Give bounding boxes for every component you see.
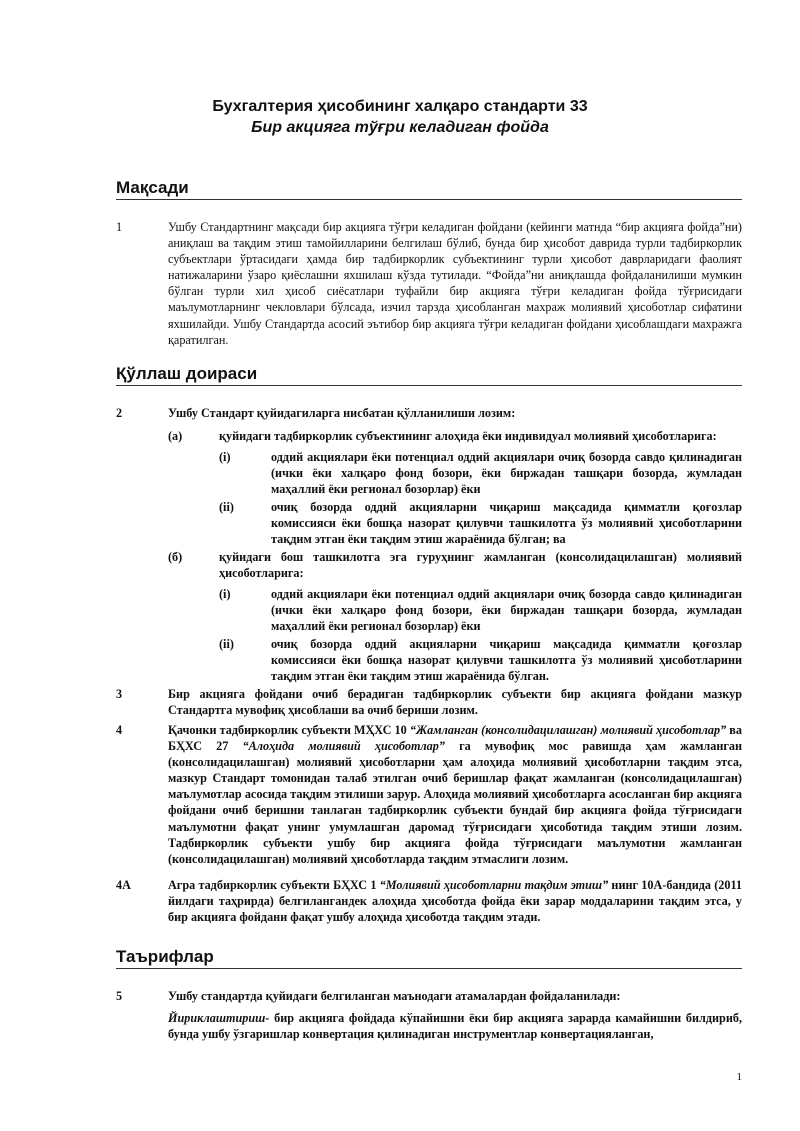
document-title (0, 96, 800, 138)
paragraph-number: 3 (116, 687, 123, 701)
item-a-ii-text: очиқ бозорда оддий акцияларни чиқариш мақсадида қимматли қоғозлар комиссияси ёки бошқа назорат қилувчи ташкилотга ўз молиявий ҳисоботларини тақдим этган ёки тақдим этиш жараёнида бўлган; ва (271, 500, 742, 547)
subitem-label: (i) (219, 587, 231, 601)
item-b-ii-text: очиқ бозорда оддий акцияларни чиқариш мақсадида қимматли қоғозлар комиссияси ёки бошқа назорат қилувчи ташкилотга ўз молиявий ҳисоботларини тақдим этган ёки тақдим этиш жараёнида бўлган. (271, 637, 742, 684)
title-line-2: Бир акцияга тўғри келадиган фойда (251, 119, 549, 136)
paragraph-4-part-5: га мувофиқ мос равишда ҳам жамланган (консолидацилашган) молиявий ҳисоботларни ҳам алоҳида молиявий ҳисоботларни тақдим этса, мазкур Стандарт томонидан талаб этилган очиб беришлар фақат жамланган (консолидацилашган) маълумотлар асосида тақдим этилиши зарур. Алоҳида молиявий ҳисоботларга асосланган бир акцияга фойдани очиб беришни танлаган тадбиркорлик субъекти бундай бир акцияга фойда тўғрисидаги маълумотни фақат унинг умумлашган даромад тўғрисидаги ҳисоботида тақдим этиши лозим. Тадбиркорлик субъекти ушбу бир акцияга фойда тўғрисидаги маълумотни жамланган (консолидацилашган) молиявий ҳисоботларда тақдим этмаслиги лозим. (168, 739, 743, 866)
paragraph-number: 4 (116, 723, 123, 737)
paragraph-number: 2 (116, 406, 123, 420)
subitem-label: (ii) (219, 500, 234, 514)
paragraph-4a-part-3: нинг 10А-бандида (2011 йилдаги таҳрирда) белгилангандек алоҳида ҳисоботда фойда ёки зарар моддаларини тақдим этса, у бир акцияга фойдани фақат ушбу алоҳида ҳисоботда тақдим этади. (168, 878, 742, 925)
paragraph-4a-part-1: Агра тадбиркорлик субъекти БҲХС 1 (168, 878, 380, 892)
item-a-text: қуйидаги тадбиркорлик субъектининг алоҳида ёки индивидуал молиявий ҳисоботларига: (219, 429, 717, 443)
page-number: 1 (736, 1071, 742, 1083)
item-b-text: қуйидаги бош ташкилотга эга гуруҳнинг жамланган (консолидацилашган) молиявий ҳисоботларига: (219, 550, 742, 581)
subitem-label: (ii) (219, 637, 234, 651)
section-scope: Қўллаш доираси (116, 364, 742, 386)
item-a-i-text: оддий акциялари ёки потенциал оддий акциялари очиқ бозорда савдо қилинадиган (ички ёки халқаро фонд бозори, ёки биржадан ташқари бозорда, жумладан маҳаллий ёки регионал бозорлар) ёки (271, 450, 742, 497)
paragraph-number: 1 (116, 220, 123, 234)
paragraph-4-ref-ifrs10: “Жамланган (консолидацилашган) молиявий ҳисоботлар” (409, 723, 727, 737)
paragraph-3: Бир акцияга фойдани очиб берадиган тадбиркорлик субъекти бир акцияга фойдани мазкур Стандартга мувофиқ ҳисоблаши ва очиб бериши лозим. (168, 687, 742, 718)
title-line-1: Бухгалтерия ҳисобининг халқаро стандарти 33 (212, 98, 588, 115)
paragraph-4a-ref-ias1: “Молиявий ҳисоботларни тақдим этиш” (379, 878, 609, 892)
section-objective: Мақсади (116, 178, 742, 200)
paragraph-4-part-3: ва БҲХС 27 (168, 723, 742, 754)
definition-text: бир акцияга фойдада кўпайишни ёки бир акцияга зарарда камайишни билдириб, бунда ушбу ўзгаришлар конвертация қилинадиган инструментлар конвертацияланган, (168, 1011, 742, 1042)
section-definitions: Таърифлар (116, 947, 742, 969)
subitem-label: (i) (219, 450, 231, 464)
paragraph-number: 5 (116, 989, 123, 1003)
paragraph-4-ref-ias27: “Алоҳида молиявий ҳисоботлар” (242, 739, 445, 754)
paragraph-1: Ушбу Стандартнинг мақсади бир акцияга тўғри келадиган фойдани (кейинги матнда “бир акцияга фойда”ни) аниқлаш ва тақдим этиш тамойилларини белгилаш бўлиб, бунда бир ҳисобот даврида турли тадбиркорлик субъектлари ўртасидаги ҳамда бир тадбиркорлик субъектининг турли ҳисобот даврларидаги фаолият натижаларини ўзаро қиёслашни яхшилаш кўзда тутилади. “Фойда”ни аниқлашда фойдаланилиши мумкин бўлган турли хил ҳисоб сиёсатлари туфайли бир акцияга тўғри келадиган фойда тўғрисидаги маълумотларнинг чекловлари бўлсада, изчил тарзда ҳисобланган махраж молиявий ҳисоботлар сифатини яхшилайди. Ушбу Стандартда асосий эътибор бир акцияга тўғри келадиган фойдани ҳисоблашдаги махражга қаратилган. (168, 220, 742, 347)
definition-term: Йириклаштириш- (168, 1011, 270, 1025)
paragraph-4 (168, 722, 742, 867)
paragraph-number: 4А (116, 878, 131, 892)
paragraph-5-intro: Ушбу стандартда қуйидаги белгиланган маънодаги атамалардан фойдаланилади: (168, 989, 621, 1003)
paragraph-2-intro: Ушбу Стандарт қуйидагиларга нисбатан қўлланилиши лозим: (168, 406, 516, 420)
paragraph-4-part-1: Қачонки тадбиркорлик субъекти МҲХС 10 (168, 723, 410, 737)
item-b-i-text: оддий акциялари ёки потенциал оддий акциялари очиқ бозорда савдо қилинадиган (ички ёки халқаро фонд бозори, ёки биржадан ташқари бозорда, жумладан маҳаллий ёки регионал бозорлар) ёки (271, 587, 742, 634)
definition-dilution (168, 1010, 742, 1042)
item-label: (а) (168, 429, 183, 443)
item-label: (б) (168, 550, 183, 564)
paragraph-4a (168, 877, 742, 925)
